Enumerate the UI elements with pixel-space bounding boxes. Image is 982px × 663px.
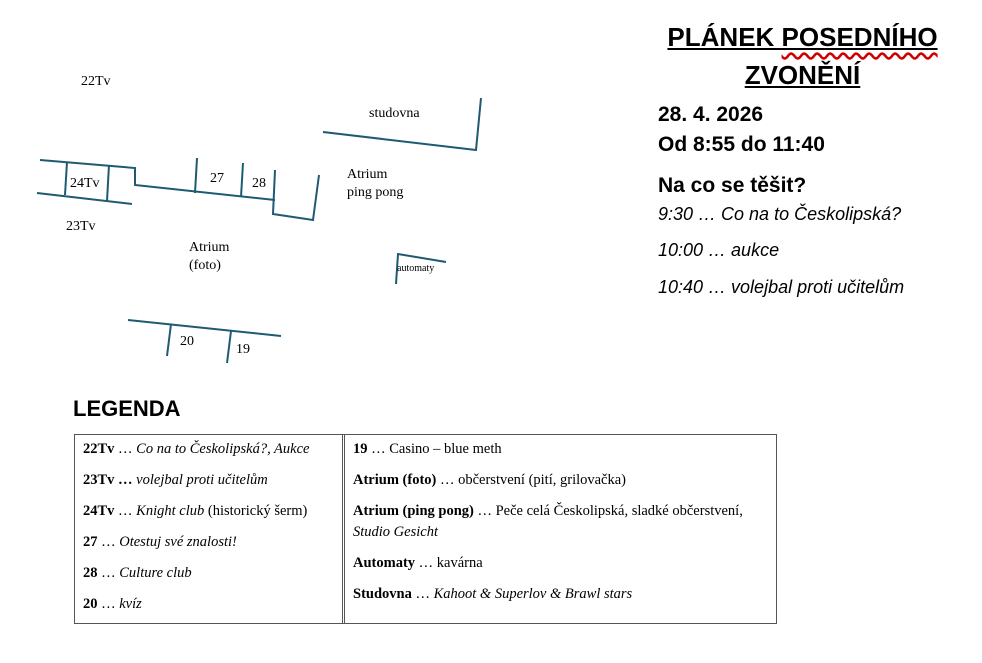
- room-20-label: 20: [180, 334, 194, 349]
- room-23tv-label: 23Tv: [66, 219, 96, 234]
- room-27-label: 27: [210, 171, 224, 186]
- room-walls: [37, 98, 481, 363]
- legend-row: 22Tv … Co na to Českolipská?, Aukce: [83, 441, 310, 457]
- legend-heading: LEGENDA: [73, 396, 181, 421]
- atrium-ping-pong-label-1: Atrium: [347, 167, 388, 182]
- room-22tv-label: 22Tv: [81, 74, 111, 89]
- event-date: 28. 4. 2026: [658, 103, 764, 126]
- wall-24tv-bottom: [37, 193, 132, 204]
- event-item-3: 10:40 … volejbal proti učitelům: [658, 277, 905, 297]
- room-28-label: 28: [252, 176, 266, 191]
- room-19-label: 19: [236, 342, 250, 357]
- studovna-label: studovna: [369, 106, 420, 121]
- legend-row: 23Tv … volejbal proti učitelům: [83, 472, 268, 488]
- event-date-time: [658, 100, 825, 160]
- legend-row: 27 … Otestuj své znalosti!: [83, 534, 237, 550]
- legend-row: Atrium (ping pong) … Peče celá Českolipská, sladké občerstvení, Studio Gesicht: [353, 503, 743, 540]
- legend-table: [74, 434, 777, 624]
- legend-row: 20 … kvíz: [83, 596, 142, 612]
- event-item-2: 10:00 … aukce: [658, 240, 780, 260]
- look-forward-heading: Na co se těšit?: [658, 174, 807, 197]
- atrium-foto-label-1: Atrium: [189, 240, 230, 255]
- wall-20-19: [128, 320, 281, 336]
- floor-plan: [0, 0, 640, 380]
- wall-27-left: [195, 158, 197, 193]
- legend-row: Automaty … kavárna: [353, 555, 483, 571]
- room-24tv-label: 24Tv: [70, 176, 100, 191]
- automaty-label: automaty: [397, 263, 435, 274]
- wall-19-left: [227, 331, 231, 363]
- wall-24tv-left: [65, 162, 67, 195]
- page-title: [640, 18, 965, 94]
- wall-20-left: [167, 324, 171, 356]
- legend-row: 19 … Casino – blue meth: [353, 441, 502, 457]
- legend-row: Atrium (foto) … občerstvení (pití, grilovačka): [353, 472, 627, 488]
- title-line-1: PLÁNEK POSEDNÍHO: [667, 22, 938, 52]
- title-line-2: ZVONĚNÍ: [744, 60, 861, 90]
- atrium-foto-label-2: (foto): [189, 258, 221, 273]
- wall-27-28: [241, 163, 243, 197]
- title-word-posedniho: POSEDNÍHO: [781, 22, 938, 52]
- atrium-ping-pong-label-2: ping pong: [347, 185, 404, 200]
- legend-row: Studovna … Kahoot & Superlov & Brawl stars: [353, 586, 633, 602]
- event-item-1: 9:30 … Co na to Českolipská?: [658, 204, 902, 224]
- wall-24tv-right: [107, 165, 109, 201]
- legend-row: 28 … Culture club: [83, 565, 192, 581]
- legend-column-right: [344, 435, 776, 623]
- legend-column-left: [75, 435, 343, 623]
- legend-row: 24Tv … Knight club (historický šerm): [83, 503, 308, 519]
- event-time: Od 8:55 do 11:40: [658, 133, 825, 156]
- wall-28-right: [273, 170, 319, 220]
